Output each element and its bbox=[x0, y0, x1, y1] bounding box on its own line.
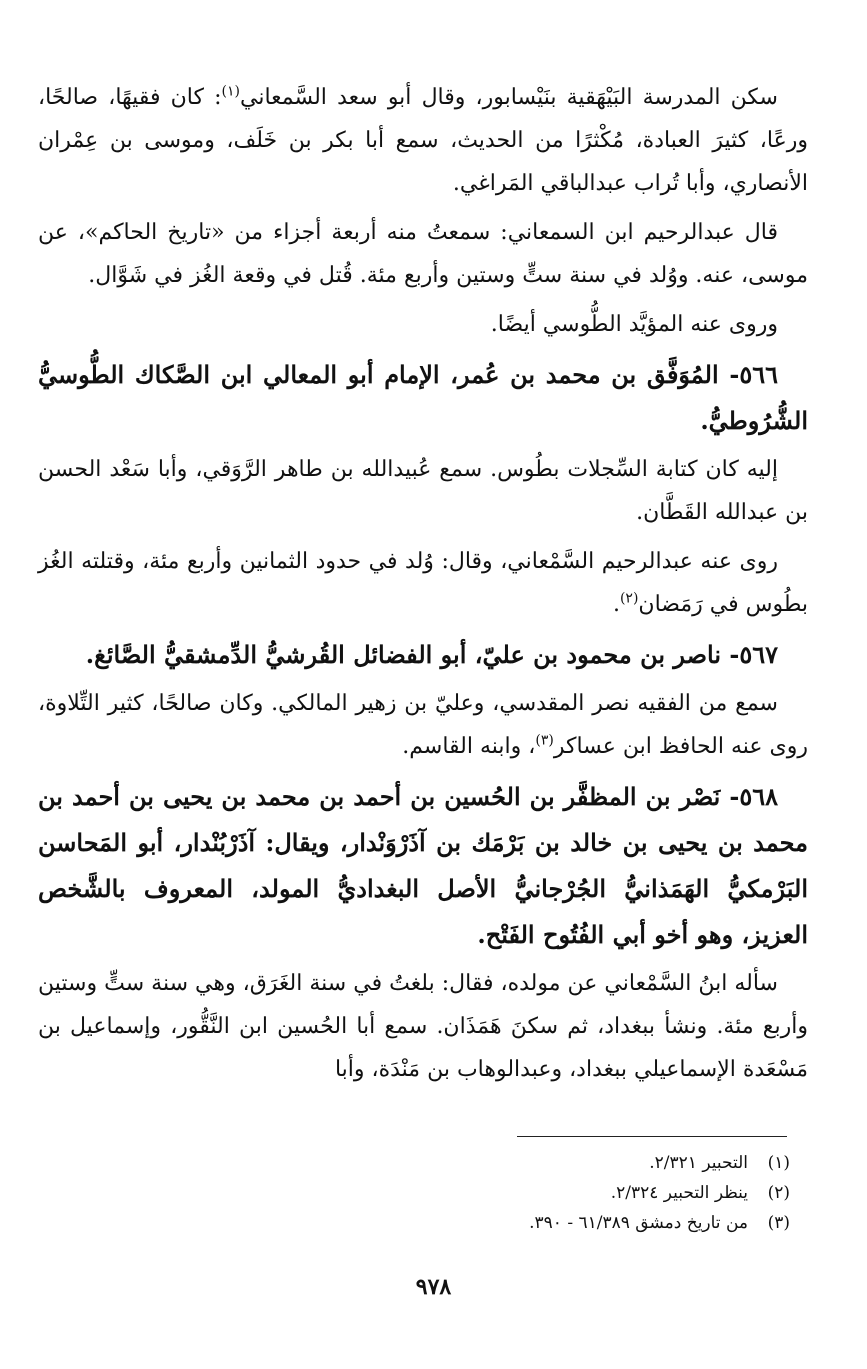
paragraph-5-text-b: . bbox=[612, 592, 620, 617]
footnote-divider bbox=[517, 1136, 787, 1137]
footnote-number: (٢) bbox=[767, 1183, 790, 1203]
paragraph-4: إليه كان كتابة السِّجلات بطُوس. سمع عُبيدالله بن طاهر الرَّوَقي، وأبا سَعْد الحسن بن عبدالله القَطَّان. bbox=[38, 457, 808, 525]
paragraph-3: وروى عنه المؤيَّد الطُّوسي أيضًا. bbox=[490, 312, 778, 337]
paragraph-5 bbox=[38, 540, 808, 626]
footnote-2 bbox=[300, 1178, 790, 1208]
footnote-1 bbox=[300, 1148, 790, 1178]
footnote-ref-1[interactable]: (١) bbox=[221, 83, 240, 100]
paragraph-1-text-b: : كان فقيهًا، صالحًا، ورعًا، كثيرَ العبادة، مُكْثرًا من الحديث، سمع أبا بكر بن خَلَف، وموسى بن عِمْران الأنصاري، وأبا تُراب عبدالباقي المَراغي. bbox=[38, 85, 808, 196]
entry-heading-568: ٥٦٨- نَصْر بن المظفَّر بن الحُسين بن أحمد بن محمد بن يحيى بن أحمد بن محمد بن يحيى بن خالد بن بَرْمَك بن آذَرْوَنْدار، ويقال: آذَرْبُنْدار، أبو المَحاسن البَرْمكيُّ الهَمَذانيُّ الجُرْجانيُّ الأصل البغداديُّ المولد، المعروف بالشَّخص العزيز، وهو أخو أبي الفُتُوح الفَتْح. bbox=[38, 782, 808, 949]
footnote-ref-3[interactable]: (٣) bbox=[535, 732, 554, 749]
paragraph-2: قال عبدالرحيم ابن السمعاني: سمعتُ منه أربعة أجزاء من «تاريخ الحاكم»، عن موسى، عنه. ووُلد في سنة ستٍّ وستين وأربع مئة. قُتل في وقعة الغُز في شَوَّال. bbox=[38, 220, 808, 288]
entry-heading-566: ٥٦٦- المُوَفَّق بن محمد بن عُمر، الإمام أبو المعالي ابن الصَّكاك الطُّوسيُّ الشُّرُوطيُّ. bbox=[38, 360, 808, 435]
paragraph-6-text-a: سمع من الفقيه نصر المقدسي، وعليّ بن زهير المالكي. وكان صالحًا، كثير التِّلاوة، روى عنه الحافظ ابن عساكر bbox=[38, 691, 808, 759]
footnote-text: التحبير ٢/٣٢١. bbox=[649, 1153, 748, 1173]
page-number: ٩٧٨ bbox=[415, 1274, 452, 1300]
footnote-number: (١) bbox=[767, 1153, 790, 1173]
footnote-3 bbox=[300, 1208, 790, 1238]
paragraph-6 bbox=[38, 682, 808, 768]
entry-heading-567: ٥٦٧- ناصر بن محمود بن عليّ، أبو الفضائل القُرشيُّ الدِّمشقيُّ الصَّائغ. bbox=[85, 640, 778, 669]
footnote-text: ينظر التحبير ٢/٣٢٤. bbox=[610, 1183, 748, 1203]
paragraph-1-text-a: سكن المدرسة البَيْهَقية بنَيْسابور، وقال أبو سعد السَّمعاني bbox=[239, 85, 778, 110]
paragraph-5-text-a: روى عنه عبدالرحيم السَّمْعاني، وقال: وُلد في حدود الثمانين وأربع مئة، وقتلته الغُز بطُوس في رَمَضان bbox=[38, 549, 808, 617]
paragraph-6-text-b: ، وابنه القاسم. bbox=[402, 734, 536, 759]
paragraph-7: سأله ابنُ السَّمْعاني عن مولده، فقال: بلغتُ في سنة الغَرَق، وهي سنة ستٍّ وستين وأربع مئة. ونشأ ببغداد، ثم سكنَ هَمَذَان. سمع أبا الحُسين ابن النَّقُّور، وإسماعيل بن مَسْعَدة الإسماعيلي ببغداد، وعبدالوهاب بن مَنْدَة، وأبا bbox=[38, 971, 808, 1082]
paragraph-1 bbox=[38, 76, 808, 205]
footnote-ref-2[interactable]: (٢) bbox=[619, 590, 639, 607]
footnotes bbox=[300, 1148, 790, 1238]
footnote-number: (٣) bbox=[767, 1213, 790, 1233]
page-body bbox=[38, 76, 808, 1097]
footnote-text: من تاريخ دمشق ٦١/٣٨٩ - ٣٩٠. bbox=[529, 1213, 748, 1233]
